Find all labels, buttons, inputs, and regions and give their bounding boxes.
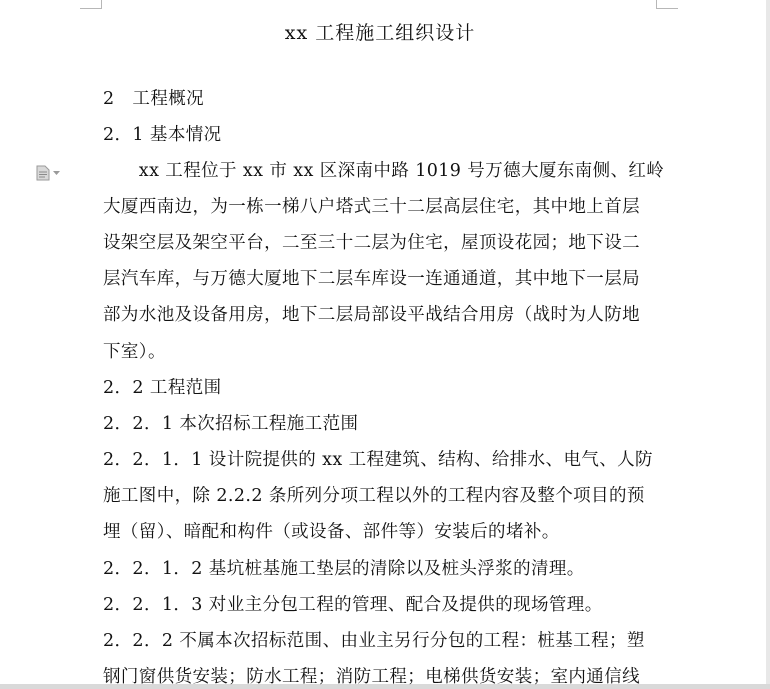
paragraph-line: 钢门窗供货安装；防水工程；消防工程；电梯供货安装；室内通信线 (103, 667, 640, 687)
paragraph-line: 埋（留）、暗配和构件（或设备、部件等）安装后的堵补。 (103, 522, 560, 542)
heading-2-1: 2．1 基本情况 (103, 125, 222, 145)
paragraph-line: 设架空层及架空平台，二至三十二层为住宅，屋顶设花园；地下设二 (103, 233, 640, 253)
paragraph-line: 2．2．1．1 设计院提供的 xx 工程建筑、结构、给排水、电气、人防 (103, 450, 653, 470)
paragraph-line: xx 工程位于 xx 市 xx 区深南中路 1019 号万德大厦东南侧、红岭 (103, 161, 665, 181)
paragraph-line: 层汽车库，与万德大厦地下二层车库设一连通通道，其中地下一层局 (103, 269, 640, 289)
heading-2-2-1: 2．2．1 本次招标工程施工范围 (103, 414, 359, 434)
document-title: xx 工程施工组织设计 (284, 22, 476, 44)
document-icon (36, 165, 50, 181)
paragraph-line: 大厦西南边，为一栋一梯八户塔式三十二层高层住宅，其中地上首层 (103, 197, 640, 217)
heading-section-2: 2 工程概况 (103, 89, 205, 109)
heading-2-2: 2．2 工程范围 (103, 378, 222, 398)
vertical-scrollbar[interactable] (766, 0, 770, 689)
top-right-margin-marker (656, 0, 678, 9)
paragraph-handle[interactable] (36, 165, 62, 181)
dropdown-arrow-icon (53, 171, 60, 176)
paragraph-line: 施工图中，除 2.2.2 条所列分项工程以外的工程内容及整个项目的预 (103, 486, 645, 506)
top-left-margin-marker (80, 0, 102, 9)
paragraph-line: 部为水池及设备用房，地下二层局部设平战结合用房（战时为人防地 (103, 305, 640, 325)
paragraph-line: 2．2．2 不属本次招标范围、由业主另行分包的工程：桩基工程；塑 (103, 631, 645, 651)
paragraph-line: 2．2．1．2 基坑桩基施工垫层的清除以及桩头浮浆的清理。 (103, 559, 585, 579)
paragraph-line: 下室）。 (103, 342, 166, 362)
paragraph-line: 2．2．1．3 对业主分包工程的管理、配合及提供的现场管理。 (103, 595, 603, 615)
